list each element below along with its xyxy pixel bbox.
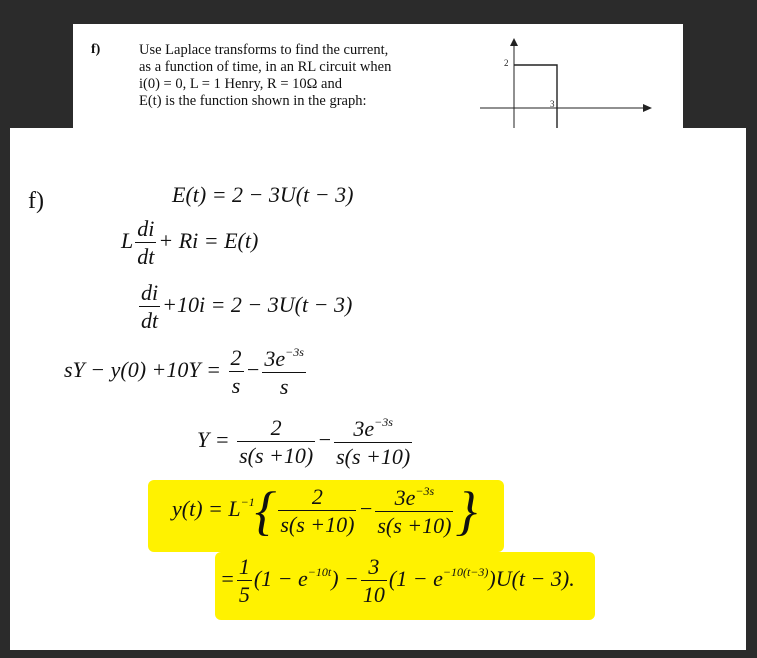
- problem-line: as a function of time, in an RL circuit when: [139, 59, 392, 75]
- fraction-di-dt: $\frac{di}{dt}$: [137, 216, 155, 269]
- fraction-2-over-s: $\frac{2}{s}$: [230, 345, 242, 398]
- fraction-2-over-s-s10: $\frac{2}{s(s +10)}$: [280, 484, 355, 537]
- equation-inverse-laplace: $y(t) = L^{-1}${ $\frac{2}{s(s +10)}$ − $\frac{3e^{-3s}}{s(s +10)}$ }: [172, 481, 478, 541]
- function-line: [514, 65, 635, 133]
- problem-line: Use Laplace transforms to find the current,: [139, 42, 389, 58]
- equation-rl-circuit: L $\frac{di}{dt}$ + Ri = E(t): [121, 216, 259, 269]
- fraction-1-over-5: $\frac{1}{5}$: [238, 554, 250, 607]
- problem-line: i(0) = 0, L = 1 Henry, R = 10Ω and: [139, 76, 342, 92]
- equation-final-answer: = $\frac{1}{5}$ $(1 - e^{-10t})$ − $\frac{3}{10}$ $(1 - e^{-10(t-3)})U(t - 3)$.: [220, 554, 575, 607]
- x-axis-arrow: [643, 104, 652, 112]
- y-axis-arrow: [510, 38, 518, 46]
- solution-card: [10, 128, 746, 650]
- fraction-3-over-10: $\frac{3}{10}$: [362, 554, 385, 607]
- problem-label: f): [91, 42, 101, 57]
- fraction-2-over-s-s10: $\frac{2}{s(s +10)}$: [239, 415, 314, 468]
- equation-source-definition: E(t) = 2 − 3U(t − 3): [172, 182, 354, 207]
- equation-laplace: sY − y(0) +10Y = $\frac{2}{s}$ − $\frac{3e^{-3s}}{s}$: [64, 345, 304, 399]
- solution-label: f): [28, 188, 44, 214]
- left-brace: {: [254, 481, 277, 541]
- fraction-3e-over-s: $\frac{3e^{-3s}}{s}$: [264, 345, 304, 399]
- fraction-3e-over-s-s10: $\frac{3e^{-3s}}{s(s +10)}$: [336, 415, 411, 469]
- fraction-di-dt: $\frac{di}{dt}$: [141, 280, 159, 333]
- fraction-3e-over-s-s10: $\frac{3e^{-3s}}{s(s +10)}$: [377, 484, 452, 538]
- y-tick-2: 2: [504, 58, 509, 68]
- right-brace: }: [455, 481, 478, 541]
- x-tick-3: 3: [550, 99, 555, 109]
- problem-card: [73, 24, 683, 128]
- equation-substituted: $\frac{di}{dt}$ +10i = 2 − 3U(t − 3): [141, 280, 353, 333]
- voltage-graph: [478, 34, 668, 134]
- equation-Y-solved: Y = $\frac{2}{s(s +10)}$ − $\frac{3e^{-3s}}{s(s +10)}$: [197, 415, 411, 469]
- problem-line: E(t) is the function shown in the graph:: [139, 93, 367, 109]
- problem-statement: [139, 42, 439, 110]
